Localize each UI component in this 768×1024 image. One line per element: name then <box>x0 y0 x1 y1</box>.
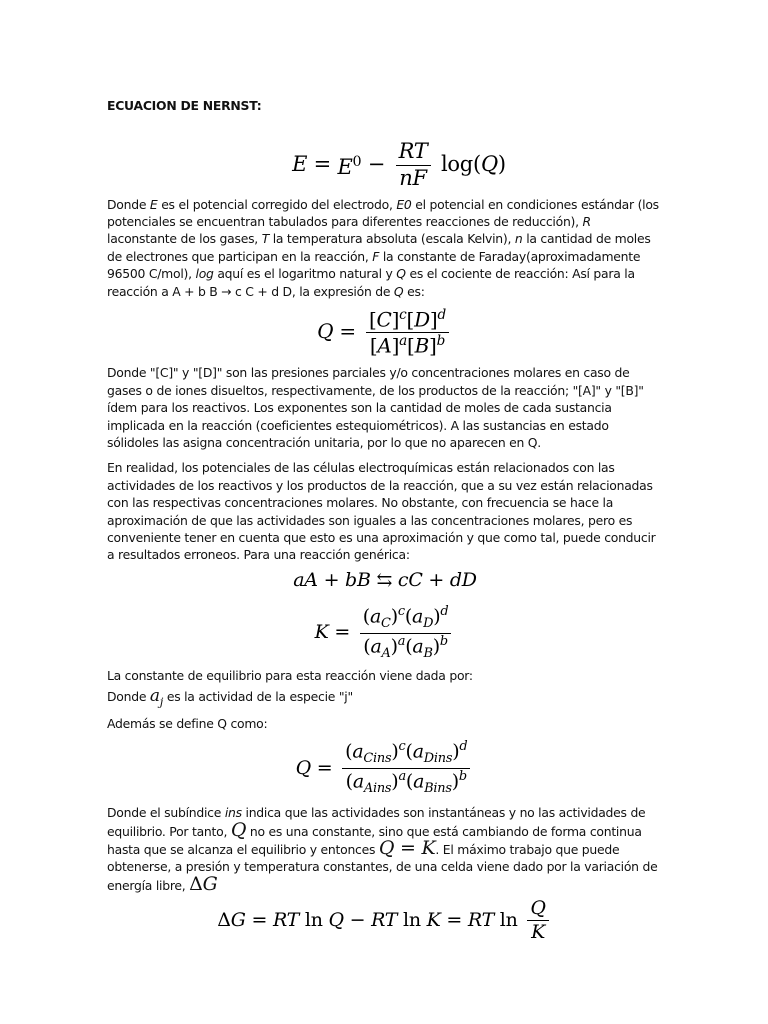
paragraph-concentrations: Donde "[C]" y "[D]" son las presiones parciales y/o concentraciones molares en caso de gases o de iones disueltos, respectivamente, de los productos de la reacción; "[A]" y "[B]" ídem para los reactivos. Los exponentes son la cantidad de moles de cada sustancia implicada en la reacción (coeficientes estequiométricos). A las sustancias en estado sólidoles las asigna concentración unitaria, por lo que no aparecen en Q. <box>107 365 644 450</box>
generic-reaction-equation: aA + bB ⇆ cC + dD <box>293 568 477 591</box>
paragraph-free-energy: Donde el subíndice ins indica que las actividades son instantáneas y no las actividades de equilibrio. Por tanto, Q no es una constante, sino que está cambiando de forma continua hasta que se alcanza el equilibrio y entonces Q = K. El máximo trabajo que puede obtenerse, a presión y temperatura constantes, de una celda viene dado por la variación de energía libre, ΔG <box>107 805 658 895</box>
equilibrium-constant-equation: K = $\frac{(a_C)^c(a_D)^d}{(a_A)^a(a_B)^b}$ <box>107 605 663 661</box>
paragraph-activity-definition: Donde $a_j$ es la actividad de la especie "j" <box>107 686 353 709</box>
reaction-quotient-equation: Q = $\frac{[C]^c[D]^d}{[A]^a[B]^b}$ <box>107 308 663 356</box>
paragraph-equilibrium-constant: La constante de equilibrio para esta reacción viene dada por: <box>107 667 473 683</box>
gibbs-free-energy-equation: Δ G = RT ln Q − RT ln K = RT ln $\frac{Q}{K}$ <box>107 898 663 943</box>
paragraph-definitions: Donde E es el potencial corregido del electrodo, E0 el potencial en condiciones estándar (los potenciales se encuentran tabulados para diferentes reacciones de reducción), R laconstante de los gases, T la temperatura absoluta (escala Kelvin), n la cantidad de moles de electrones que participan en la reacción, F la constante de Faraday(aproximadamente 96500 C/mol), log aquí es el logaritmo natural y Q es el cociente de reacción: Así para la reacción a A + b B → c C + d D, la expresión de Q es: <box>107 196 659 299</box>
document-heading: ECUACION DE NERNST: <box>107 98 262 113</box>
nernst-equation: E = $E^0$ − $\frac{RT}{nF}$ log( Q ) <box>292 139 506 190</box>
document-page <box>107 97 663 943</box>
paragraph-q-definition: Además se define Q como: <box>107 716 268 732</box>
paragraph-activities: En realidad, los potenciales de las células electroquímicas están relacionados con las actividades de los reactivos y los productos de la reacción, que a su vez están relacionadas con las respectivas concentraciones molares. No obstante, con frecuencia se hace la aproximación de que las actividades son iguales a las concentraciones molares, pero es conveniente tener en cuenta que esto es una aproximación y que como tal, puede conducir a resultados erroneos. Para una reacción genérica: <box>107 460 656 563</box>
instantaneous-quotient-equation: Q = $\frac{(a_{Cins})^c(a_{Dins})^d}{(a_{Ains})^a(a_{Bins})^b}$ <box>107 740 663 796</box>
